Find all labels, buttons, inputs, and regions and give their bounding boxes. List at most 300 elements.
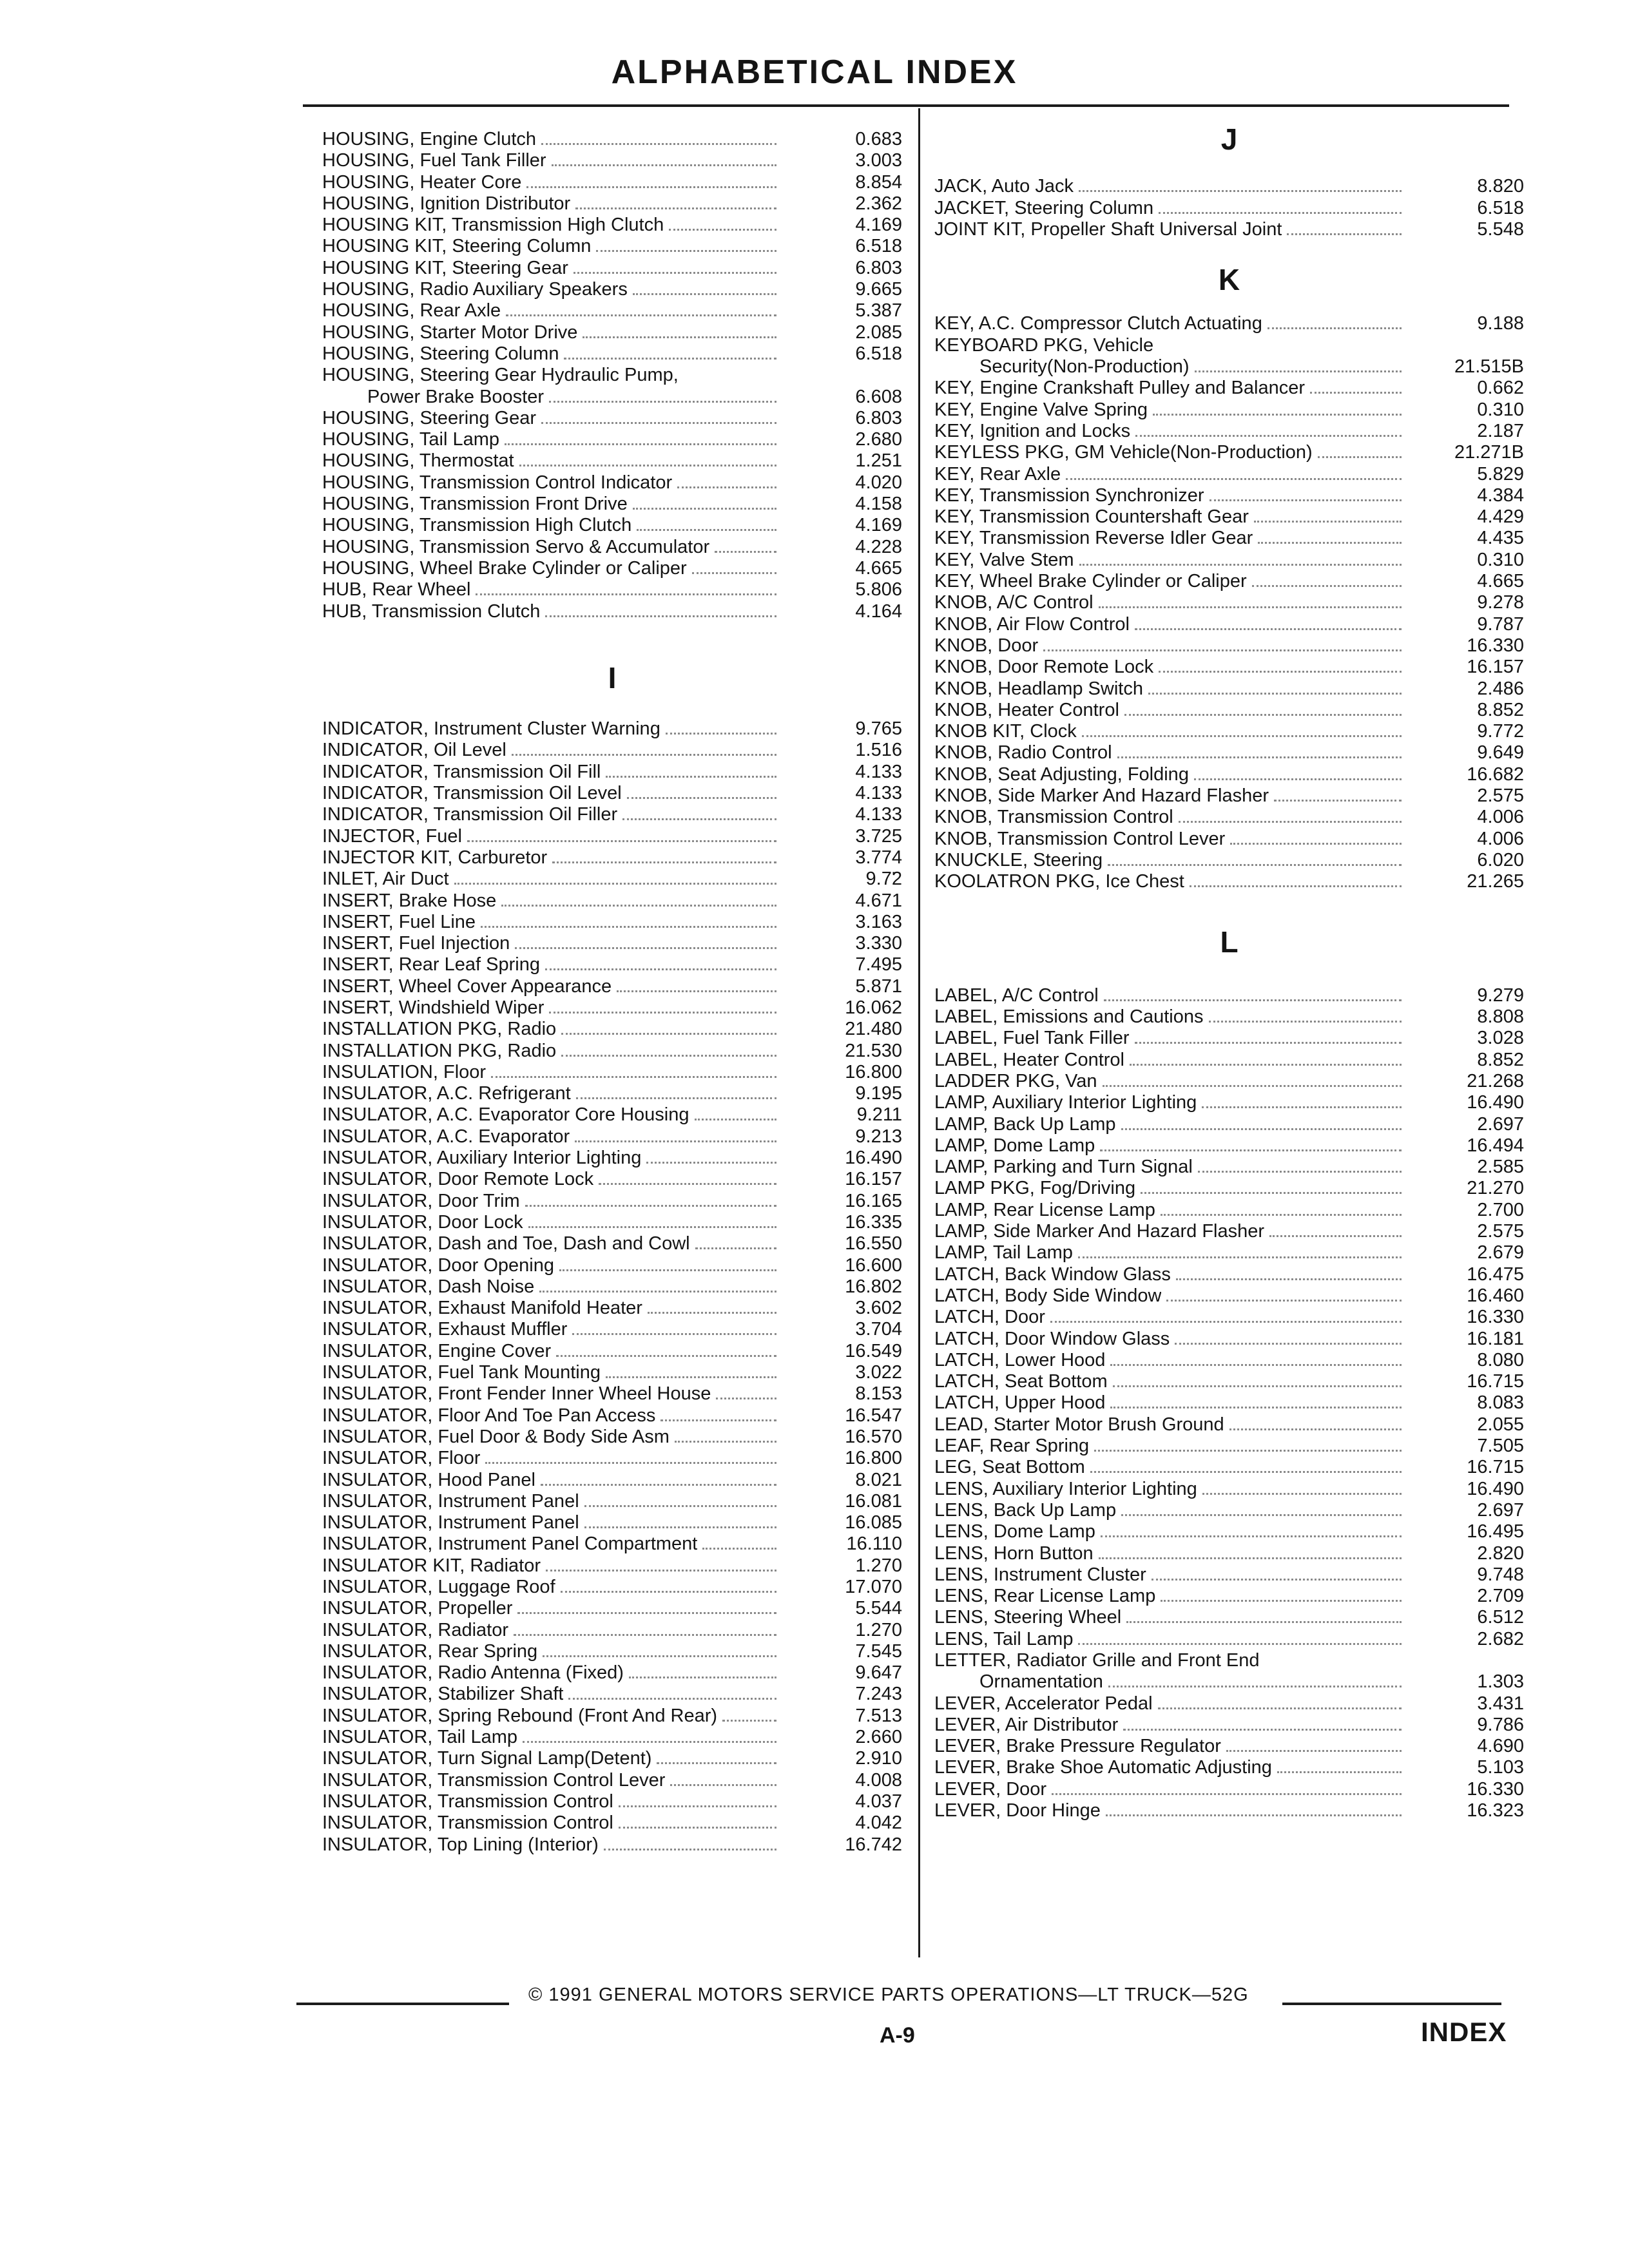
entry-label: Power Brake Booster xyxy=(367,386,545,407)
dot-leader xyxy=(627,797,776,799)
index-entry xyxy=(934,1457,1524,1478)
index-entry xyxy=(934,198,1524,219)
index-entry xyxy=(322,537,902,558)
entry-page-ref: 9.213 xyxy=(855,1126,902,1147)
entry-label: KNOB, Seat Adjusting, Folding xyxy=(934,764,1189,785)
l-entry-list xyxy=(934,985,1524,1822)
entry-page-ref: 6.518 xyxy=(855,236,902,257)
dot-leader xyxy=(660,1419,776,1421)
index-entry xyxy=(322,804,902,825)
entry-label: HOUSING, Steering Gear xyxy=(322,407,536,428)
entry-page-ref: 0.662 xyxy=(1477,378,1524,399)
dot-leader xyxy=(1209,1021,1402,1023)
entry-page-ref: 16.165 xyxy=(845,1190,902,1211)
dot-leader xyxy=(1099,1557,1402,1559)
entry-page-ref: 2.585 xyxy=(1477,1157,1524,1178)
entry-label: KNOB, Headlamp Switch xyxy=(934,678,1143,699)
entry-page-ref: 7.495 xyxy=(855,954,902,975)
entry-page-ref: 5.387 xyxy=(855,300,902,322)
entry-page-ref: 4.169 xyxy=(855,215,902,236)
index-entry xyxy=(322,1577,902,1598)
entry-page-ref: 2.820 xyxy=(1477,1542,1524,1564)
entry-page-ref: 9.786 xyxy=(1477,1714,1524,1735)
entry-label: JACK, Auto Jack xyxy=(934,176,1074,197)
entry-label: INSTALLATION PKG, Radio xyxy=(322,1040,557,1061)
dot-leader xyxy=(606,776,776,778)
dot-leader xyxy=(545,615,776,617)
index-entry xyxy=(934,764,1524,785)
entry-page-ref: 0.310 xyxy=(1477,549,1524,570)
entry-label: INSULATOR, Rear Spring xyxy=(322,1640,538,1662)
entry-label: INSERT, Wheel Cover Appearance xyxy=(322,975,612,997)
index-entry xyxy=(934,1757,1524,1778)
entry-page-ref: 4.690 xyxy=(1477,1736,1524,1757)
entry-page-ref: 4.169 xyxy=(855,515,902,536)
entry-page-ref: 3.602 xyxy=(855,1298,902,1319)
entry-label: LATCH, Lower Hood xyxy=(934,1349,1106,1370)
entry-label: INSULATOR, Spring Rebound (Front And Rear) xyxy=(322,1705,718,1726)
entry-page-ref: 16.330 xyxy=(1467,635,1524,656)
index-entry xyxy=(934,1285,1524,1307)
entry-page-ref: 0.683 xyxy=(855,129,902,149)
index-entry xyxy=(934,1006,1524,1028)
dot-leader xyxy=(1277,1771,1402,1773)
dot-leader xyxy=(617,990,776,992)
entry-label: HOUSING, Ignition Distributor xyxy=(322,193,571,214)
dot-leader xyxy=(545,968,776,970)
entry-label: KEY, Engine Crankshaft Pulley and Balancer xyxy=(934,378,1305,399)
entry-label: INSULATOR, Door Opening xyxy=(322,1254,554,1276)
entry-page-ref: 1.270 xyxy=(855,1555,902,1576)
entry-page-ref: 1.251 xyxy=(855,450,902,472)
index-entry xyxy=(934,635,1524,657)
entry-page-ref: 5.548 xyxy=(1477,218,1524,240)
index-entry xyxy=(322,365,902,386)
dot-leader xyxy=(1052,1793,1402,1795)
entry-label: HOUSING KIT, Transmission High Clutch xyxy=(322,215,664,236)
entry-page-ref: 16.802 xyxy=(845,1276,902,1297)
dot-leader xyxy=(1121,1514,1402,1516)
entry-page-ref: 16.110 xyxy=(846,1533,902,1555)
i-entry-list xyxy=(322,718,902,1856)
entry-page-ref: 16.323 xyxy=(1467,1800,1524,1821)
entry-label: HOUSING, Transmission Servo & Accumulator xyxy=(322,536,710,557)
entry-page-ref: 6.803 xyxy=(855,407,902,428)
entry-label: LABEL, Fuel Tank Filler xyxy=(934,1028,1130,1049)
index-entry xyxy=(934,1650,1524,1671)
index-entry xyxy=(322,343,902,365)
entry-label: INSULATOR KIT, Radiator xyxy=(322,1555,541,1576)
section-letter-i: I xyxy=(608,660,617,695)
index-entry xyxy=(934,1371,1524,1392)
entry-page-ref: 4.133 xyxy=(855,761,902,782)
dot-leader xyxy=(1101,1535,1402,1537)
entry-page-ref: 4.008 xyxy=(855,1769,902,1791)
entry-label: INJECTOR, Fuel xyxy=(322,825,463,847)
entry-page-ref: 7.545 xyxy=(855,1640,902,1662)
index-entry xyxy=(934,464,1524,485)
index-entry xyxy=(322,954,902,975)
entry-page-ref: 21.268 xyxy=(1467,1070,1524,1091)
dot-leader xyxy=(1190,885,1402,887)
dot-leader xyxy=(481,926,776,928)
entry-label: LATCH, Seat Bottom xyxy=(934,1371,1108,1392)
entry-label: LENS, Horn Button xyxy=(934,1542,1094,1564)
dot-leader xyxy=(568,1698,776,1700)
dot-leader xyxy=(1318,456,1402,458)
dot-leader xyxy=(467,840,776,842)
entry-page-ref: 4.037 xyxy=(855,1791,902,1812)
index-entry xyxy=(322,1062,902,1083)
index-entry xyxy=(934,1135,1524,1157)
dot-leader xyxy=(1310,392,1402,394)
index-entry xyxy=(322,1298,902,1319)
dot-leader xyxy=(1050,1321,1402,1323)
entry-label: INSERT, Windshield Wiper xyxy=(322,997,545,1018)
dot-leader xyxy=(572,1333,776,1335)
entry-page-ref: 2.697 xyxy=(1477,1113,1524,1135)
index-entry xyxy=(934,335,1524,356)
dot-leader xyxy=(506,314,776,316)
entry-page-ref: 16.715 xyxy=(1467,1371,1524,1392)
entry-page-ref: 21.515B xyxy=(1454,356,1524,378)
entry-page-ref: 9.278 xyxy=(1477,592,1524,613)
entry-label: HOUSING, Steering Gear Hydraulic Pump, xyxy=(322,365,679,386)
dot-leader xyxy=(1078,1643,1402,1645)
entry-page-ref: 3.774 xyxy=(855,847,902,868)
entry-page-ref: 4.042 xyxy=(855,1812,902,1834)
dot-leader xyxy=(1079,564,1402,566)
index-entry xyxy=(322,450,902,472)
entry-label: LENS, Dome Lamp xyxy=(934,1521,1095,1542)
index-entry xyxy=(934,1028,1524,1049)
entry-label: INSULATOR, Stabilizer Shaft xyxy=(322,1684,564,1705)
entry-label: HOUSING, Radio Auxiliary Speakers xyxy=(322,279,628,300)
entry-label: INSULATOR, Instrument Panel Compartment xyxy=(322,1533,698,1555)
entry-page-ref: 16.742 xyxy=(845,1834,902,1855)
entry-page-ref: 2.697 xyxy=(1477,1499,1524,1521)
entry-label: KOOLATRON PKG, Ice Chest xyxy=(934,871,1184,892)
dot-leader xyxy=(716,1398,776,1399)
dot-leader xyxy=(606,1376,776,1378)
entry-page-ref: 6.608 xyxy=(855,386,902,407)
entry-label: KEY, Engine Valve Spring xyxy=(934,399,1148,420)
index-entry xyxy=(934,1736,1524,1757)
index-entry xyxy=(934,1264,1524,1285)
entry-label: LATCH, Upper Hood xyxy=(934,1392,1106,1414)
entry-label: LABEL, Heater Control xyxy=(934,1049,1124,1070)
dot-leader xyxy=(541,143,776,145)
index-entry xyxy=(934,1564,1524,1586)
dot-leader xyxy=(1202,1493,1402,1495)
dot-leader xyxy=(514,1634,776,1636)
header-rule xyxy=(303,104,1509,107)
index-entry xyxy=(322,1555,902,1577)
dot-leader xyxy=(491,1076,776,1078)
dot-leader xyxy=(454,883,776,885)
index-entry xyxy=(934,1521,1524,1542)
index-entry xyxy=(934,571,1524,592)
entry-label: INSULATOR, Fuel Tank Mounting xyxy=(322,1362,601,1383)
index-entry xyxy=(322,740,902,761)
entry-label: LEAD, Starter Motor Brush Ground xyxy=(934,1414,1224,1435)
dot-leader xyxy=(1090,1471,1402,1473)
index-entry xyxy=(322,1427,902,1448)
dot-leader xyxy=(1099,606,1402,608)
entry-page-ref: 2.362 xyxy=(855,193,902,214)
entry-label: LAMP PKG, Fog/Driving xyxy=(934,1178,1136,1199)
index-entry xyxy=(934,506,1524,528)
j-entry-list xyxy=(934,176,1524,240)
index-entry xyxy=(322,1706,902,1727)
dot-leader xyxy=(637,529,776,531)
entry-label: INJECTOR KIT, Carburetor xyxy=(322,847,548,868)
index-entry xyxy=(934,1350,1524,1371)
index-entry xyxy=(322,236,902,257)
section-letter-k: K xyxy=(1218,263,1240,297)
entry-page-ref: 4.006 xyxy=(1477,807,1524,828)
index-entry xyxy=(934,1071,1524,1092)
dot-leader xyxy=(1079,190,1402,192)
section-label: INDEX xyxy=(1421,2017,1507,2047)
dot-leader xyxy=(505,443,776,445)
page-number: A-9 xyxy=(880,2023,915,2048)
index-entry xyxy=(934,1092,1524,1113)
entry-page-ref: 2.055 xyxy=(1477,1414,1524,1435)
entry-page-ref: 4.384 xyxy=(1477,485,1524,506)
entry-label: HOUSING, Engine Clutch xyxy=(322,129,537,149)
index-entry xyxy=(934,1479,1524,1500)
dot-leader xyxy=(1287,233,1402,235)
entry-label: INSULATOR, Transmission Control Lever xyxy=(322,1769,666,1791)
index-entry xyxy=(934,1607,1524,1628)
entry-label: INSULATOR, Hood Panel xyxy=(322,1469,535,1490)
entry-label: HOUSING KIT, Steering Gear xyxy=(322,257,568,278)
entry-page-ref: 2.575 xyxy=(1477,1221,1524,1242)
index-entry xyxy=(934,1436,1524,1457)
entry-label: INDICATOR, Transmission Oil Level xyxy=(322,783,622,804)
dot-leader xyxy=(1254,521,1402,523)
dot-leader xyxy=(541,1484,776,1486)
dot-leader xyxy=(1158,1707,1402,1709)
index-entry xyxy=(934,176,1524,197)
index-entry xyxy=(322,1405,902,1427)
entry-label: LATCH, Body Side Window xyxy=(934,1285,1162,1306)
entry-page-ref: 2.486 xyxy=(1477,678,1524,699)
index-entry xyxy=(934,985,1524,1006)
entry-label: INSULATOR, Propeller xyxy=(322,1598,513,1619)
entry-label: HOUSING KIT, Steering Column xyxy=(322,236,592,257)
entry-page-ref: 9.7̈2 xyxy=(865,869,902,890)
entry-label: INLET, Air Duct xyxy=(322,869,449,890)
index-entry xyxy=(322,1341,902,1362)
dot-leader xyxy=(1202,1106,1402,1108)
index-entry xyxy=(322,1791,902,1812)
dot-leader xyxy=(666,733,776,735)
dot-leader xyxy=(1106,1814,1402,1816)
index-entry xyxy=(934,1221,1524,1242)
entry-page-ref: 2.709 xyxy=(1477,1586,1524,1607)
dot-leader xyxy=(1110,1364,1402,1366)
entry-label: KEY, Valve Stem xyxy=(934,549,1074,570)
dot-leader xyxy=(1082,735,1402,737)
entry-page-ref: 1.303 xyxy=(1477,1671,1524,1693)
index-entry xyxy=(322,847,902,869)
entry-label: KNUCKLE, Steering xyxy=(934,849,1103,870)
dot-leader xyxy=(1108,864,1402,866)
index-entry xyxy=(934,1200,1524,1221)
entry-label: KEY, Rear Axle xyxy=(934,463,1061,485)
entry-label: LEVER, Brake Pressure Regulator xyxy=(934,1736,1221,1757)
dot-leader xyxy=(517,1612,776,1614)
index-entry xyxy=(322,1470,902,1491)
entry-label: INSERT, Fuel Injection xyxy=(322,933,510,954)
entry-label: LABEL, A/C Control xyxy=(934,985,1099,1006)
dot-leader xyxy=(539,1291,776,1293)
index-entry xyxy=(322,912,902,933)
index-entry xyxy=(934,1629,1524,1650)
dot-leader xyxy=(1194,778,1402,780)
dot-leader xyxy=(584,1526,776,1528)
index-entry xyxy=(322,976,902,997)
entry-page-ref: 21.270 xyxy=(1467,1178,1524,1199)
entry-label: LATCH, Back Window Glass xyxy=(934,1264,1171,1285)
entry-page-ref: 1.516 xyxy=(855,740,902,761)
index-entry xyxy=(322,1834,902,1856)
dot-leader xyxy=(1104,999,1402,1001)
index-entry xyxy=(322,579,902,601)
dot-leader xyxy=(695,1247,776,1249)
entry-page-ref: 3.163 xyxy=(855,911,902,932)
dot-leader xyxy=(1179,821,1402,823)
index-entry xyxy=(322,762,902,783)
dot-leader xyxy=(1161,1214,1402,1216)
dot-leader xyxy=(1117,756,1402,758)
dot-leader xyxy=(561,1033,776,1035)
entry-label: KNOB KIT, Clock xyxy=(934,721,1077,742)
dot-leader xyxy=(1121,1128,1402,1130)
housing-entry-list xyxy=(322,129,902,622)
dot-leader xyxy=(619,1827,776,1829)
entry-page-ref: 16.570 xyxy=(845,1426,902,1447)
entry-label: LEVER, Door Hinge xyxy=(934,1800,1101,1821)
entry-label: LENS, Back Up Lamp xyxy=(934,1499,1117,1521)
dot-leader xyxy=(1103,1085,1402,1087)
entry-page-ref: 4.435 xyxy=(1477,528,1524,549)
entry-label: INSULATOR, Radio Antenna (Fixed) xyxy=(322,1662,624,1684)
dot-leader xyxy=(561,1591,776,1593)
dot-leader xyxy=(564,358,776,360)
dot-leader xyxy=(584,1505,776,1507)
dot-leader xyxy=(1094,1450,1402,1452)
dot-leader xyxy=(552,164,776,166)
entry-label: KNOB, Transmission Control xyxy=(934,807,1173,828)
dot-leader xyxy=(648,1312,776,1314)
dot-leader xyxy=(1252,585,1402,587)
index-entry xyxy=(322,1662,902,1684)
entry-label: INSULATION, Floor xyxy=(322,1061,487,1082)
entry-page-ref: 4.006 xyxy=(1477,828,1524,849)
entry-page-ref: 8.808 xyxy=(1477,1006,1524,1028)
entry-label: KEY, Transmission Reverse Idler Gear xyxy=(934,528,1253,549)
index-entry xyxy=(322,1319,902,1340)
entry-page-ref: 16.495 xyxy=(1467,1521,1524,1542)
index-entry xyxy=(934,850,1524,871)
index-entry xyxy=(322,494,902,515)
entry-label: INSULATOR, Instrument Panel xyxy=(322,1512,579,1533)
index-entry xyxy=(934,678,1524,700)
entry-label: KEY, Wheel Brake Cylinder or Caliper xyxy=(934,571,1247,592)
index-entry xyxy=(322,429,902,450)
dot-leader xyxy=(1175,1343,1402,1345)
entry-page-ref: 16.460 xyxy=(1467,1285,1524,1306)
index-entry xyxy=(322,1083,902,1104)
entry-label: KNOB, Door xyxy=(934,635,1039,656)
dot-leader xyxy=(677,486,776,488)
dot-leader xyxy=(1152,1579,1402,1581)
entry-page-ref: 21.271B xyxy=(1454,442,1524,463)
dot-leader xyxy=(526,186,776,188)
entry-page-ref: 7.243 xyxy=(855,1684,902,1705)
index-entry xyxy=(934,592,1524,613)
index-entry xyxy=(934,1307,1524,1328)
entry-page-ref: 3.028 xyxy=(1477,1028,1524,1049)
entry-label: HUB, Transmission Clutch xyxy=(322,601,541,622)
dot-leader xyxy=(669,229,776,231)
entry-label: HOUSING, Transmission Control Indicator xyxy=(322,472,673,493)
dot-leader xyxy=(525,1205,776,1207)
dot-leader xyxy=(576,1097,776,1099)
entry-page-ref: 4.665 xyxy=(855,557,902,579)
entry-label: INSULATOR, A.C. Evaporator xyxy=(322,1126,570,1147)
entry-page-ref: 4.133 xyxy=(855,783,902,804)
entry-label: LAMP, Back Up Lamp xyxy=(934,1113,1116,1135)
dot-leader xyxy=(1113,1385,1402,1387)
entry-label: INSULATOR, Dash and Toe, Dash and Cowl xyxy=(322,1233,690,1254)
entry-page-ref: 7.505 xyxy=(1477,1436,1524,1457)
index-entry xyxy=(934,1671,1524,1693)
index-entry xyxy=(934,442,1524,463)
entry-page-ref: 3.725 xyxy=(855,825,902,847)
dot-leader xyxy=(1198,1171,1402,1173)
entry-page-ref: 16.330 xyxy=(1467,1778,1524,1800)
entry-label: INSULATOR, Top Lining (Interior) xyxy=(322,1834,599,1855)
dot-leader xyxy=(583,336,776,338)
dot-leader xyxy=(561,1055,776,1057)
index-entry xyxy=(934,1178,1524,1199)
dot-leader xyxy=(1153,414,1402,416)
dot-leader xyxy=(670,1784,776,1786)
entry-page-ref: 9.765 xyxy=(855,718,902,740)
index-entry xyxy=(934,742,1524,764)
index-entry xyxy=(934,1715,1524,1736)
index-entry xyxy=(934,657,1524,678)
entry-page-ref: 6.518 xyxy=(1477,197,1524,218)
entry-label: HOUSING, Transmission High Clutch xyxy=(322,515,632,536)
entry-page-ref: 16.475 xyxy=(1467,1264,1524,1285)
index-entry xyxy=(322,1148,902,1169)
entry-page-ref: 2.910 xyxy=(855,1748,902,1769)
entry-label: LENS, Auxiliary Interior Lighting xyxy=(934,1478,1197,1499)
dot-leader xyxy=(622,818,776,820)
entry-page-ref: 21.530 xyxy=(845,1040,902,1061)
entry-label: LAMP, Parking and Turn Signal xyxy=(934,1157,1193,1178)
index-entry xyxy=(322,215,902,236)
entry-label: Security(Non-Production) xyxy=(979,356,1190,378)
dot-leader xyxy=(523,1741,776,1743)
entry-label: KEY, A.C. Compressor Clutch Actuating xyxy=(934,313,1262,334)
entry-label: LENS, Rear License Lamp xyxy=(934,1586,1156,1607)
